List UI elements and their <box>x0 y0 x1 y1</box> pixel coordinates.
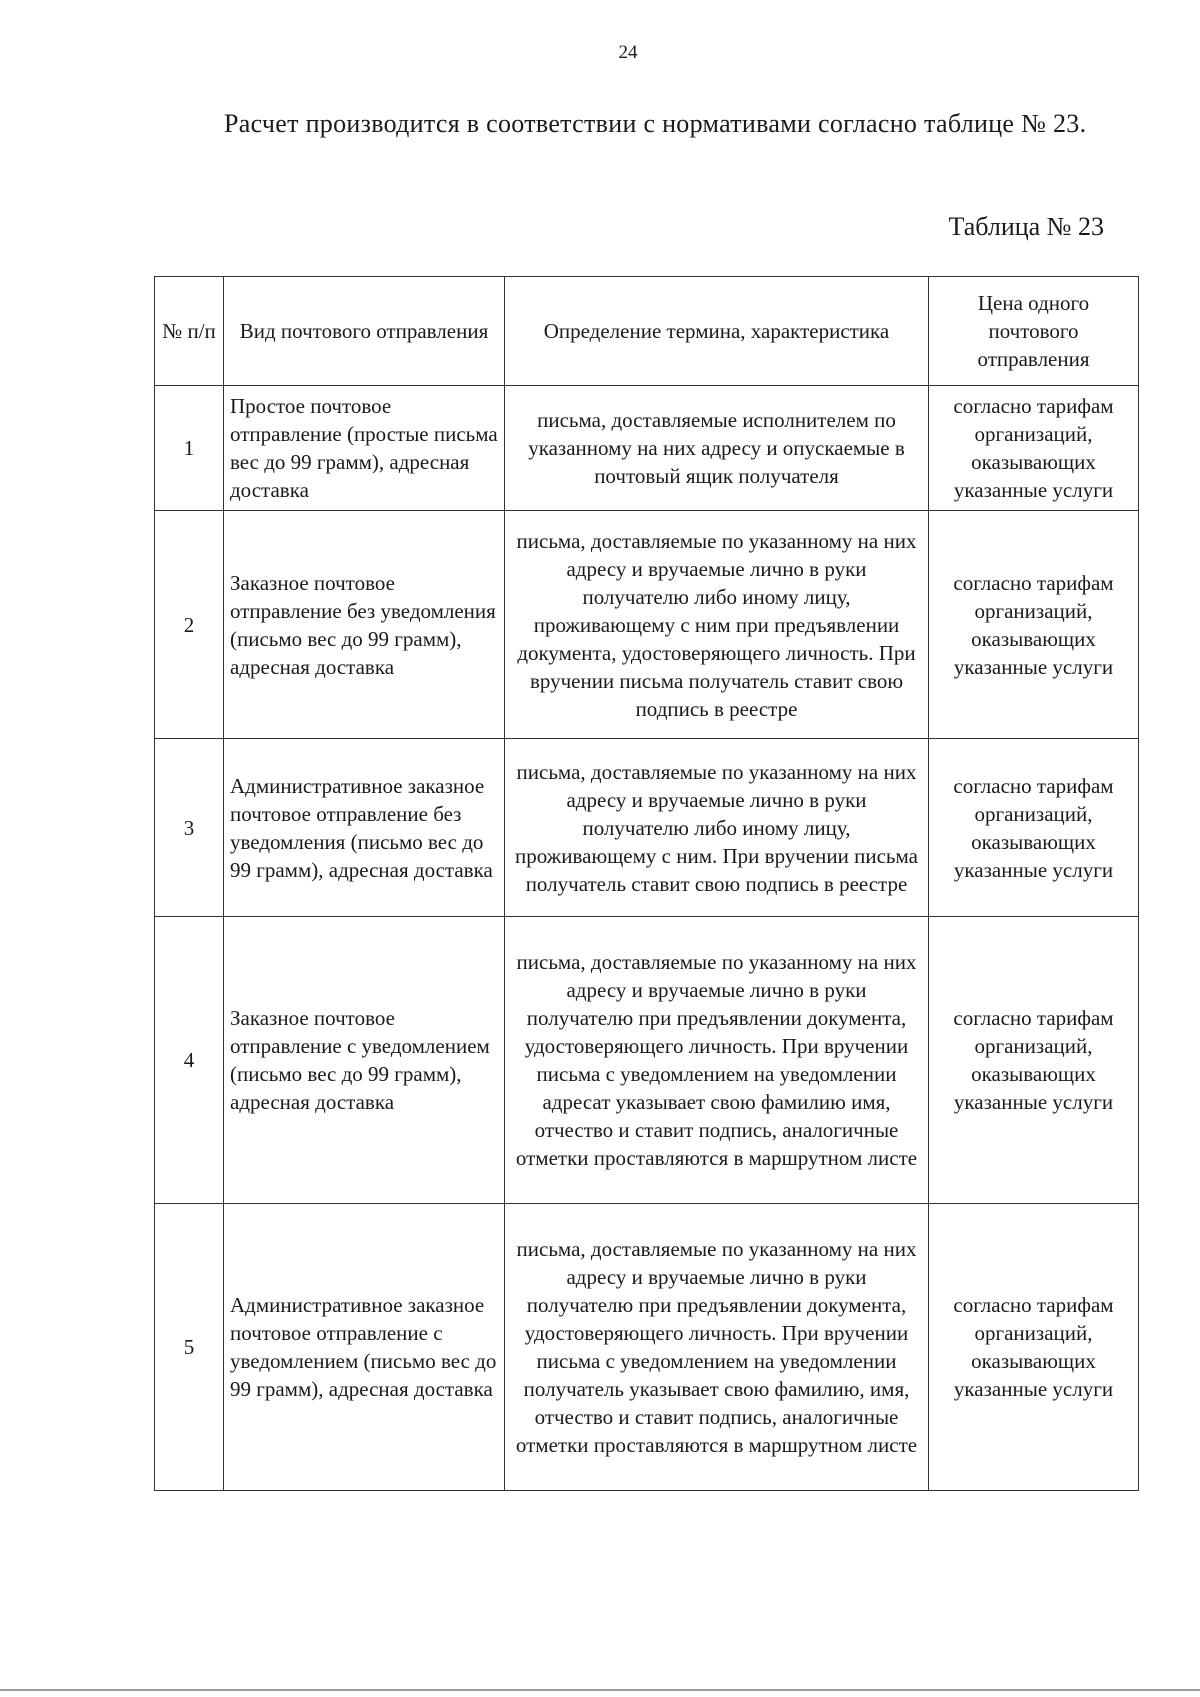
row-num: 4 <box>155 917 224 1204</box>
row-definition: письма, доставляемые по указанному на них адресу и вручаемые лично в руки получателю либо иному лицу, проживающему с ним при предъявлении документа, удостоверяющего личность. При вручении письма получатель ставит свою подпись в реестре <box>505 511 929 739</box>
page-number: 24 <box>618 42 638 63</box>
row-price: согласно тарифам организаций, оказывающих указанные услуги <box>929 739 1139 917</box>
row-definition: письма, доставляемые по указанному на них адресу и вручаемые лично в руки получателю при предъявлении документа, удостоверяющего личность. При вручении письма с уведомлением на уведомлении получатель указывает свою фамилию, имя, отчество и ставит подпись, аналогичные отметки проставляются в маршрутном листе <box>505 1204 929 1491</box>
row-kind: Заказное почтовое отправление с уведомлением (письмо вес до 99 грамм), адресная доставка <box>224 917 505 1204</box>
row-num: 2 <box>155 511 224 739</box>
table-row <box>155 739 1139 917</box>
postal-items-table <box>154 276 1139 1491</box>
intro-paragraph: Расчет производится в соответствии с нормативами согласно таблице № 23. <box>224 109 1087 138</box>
header-price: Цена одного почтового отправления <box>929 277 1139 386</box>
table-caption: Таблица № 23 <box>948 212 1104 241</box>
row-definition: письма, доставляемые исполнителем по указанному на них адресу и опускаемые в почтовый ящик получателя <box>505 386 929 511</box>
row-num: 3 <box>155 739 224 917</box>
row-kind: Заказное почтовое отправление без уведомления (письмо вес до 99 грамм), адресная доставка <box>224 511 505 739</box>
row-kind: Простое почтовое отправление (простые письма вес до 99 грамм), адресная доставка <box>224 386 505 511</box>
scan-edge-divider <box>0 1689 1200 1691</box>
row-kind: Административное заказное почтовое отправление без уведомления (письмо вес до 99 грамм), адресная доставка <box>224 739 505 917</box>
row-num: 1 <box>155 386 224 511</box>
table-row <box>155 511 1139 739</box>
row-kind: Административное заказное почтовое отправление с уведомлением (письмо вес до 99 грамм), адресная доставка <box>224 1204 505 1491</box>
row-price: согласно тарифам организаций, оказывающих указанные услуги <box>929 386 1139 511</box>
header-kind: Вид почтового отправления <box>224 277 505 386</box>
table-row <box>155 386 1139 511</box>
row-price: согласно тарифам организаций, оказывающих указанные услуги <box>929 511 1139 739</box>
row-num: 5 <box>155 1204 224 1491</box>
table-header-row <box>155 277 1139 386</box>
row-price: согласно тарифам организаций, оказывающих указанные услуги <box>929 1204 1139 1491</box>
row-price: согласно тарифам организаций, оказывающих указанные услуги <box>929 917 1139 1204</box>
header-definition: Определение термина, характеристика <box>505 277 929 386</box>
row-definition: письма, доставляемые по указанному на них адресу и вручаемые лично в руки получателю при предъявлении документа, удостоверяющего личность. При вручении письма с уведомлением на уведомлении адресат указывает свою фамилию имя, отчество и ставит подпись, аналогичные отметки проставляются в маршрутном листе <box>505 917 929 1204</box>
table-row <box>155 917 1139 1204</box>
header-num: № п/п <box>155 277 224 386</box>
row-definition: письма, доставляемые по указанному на них адресу и вручаемые лично в руки получателю либо иному лицу, проживающему с ним. При вручении письма получатель ставит свою подпись в реестре <box>505 739 929 917</box>
table-row <box>155 1204 1139 1491</box>
